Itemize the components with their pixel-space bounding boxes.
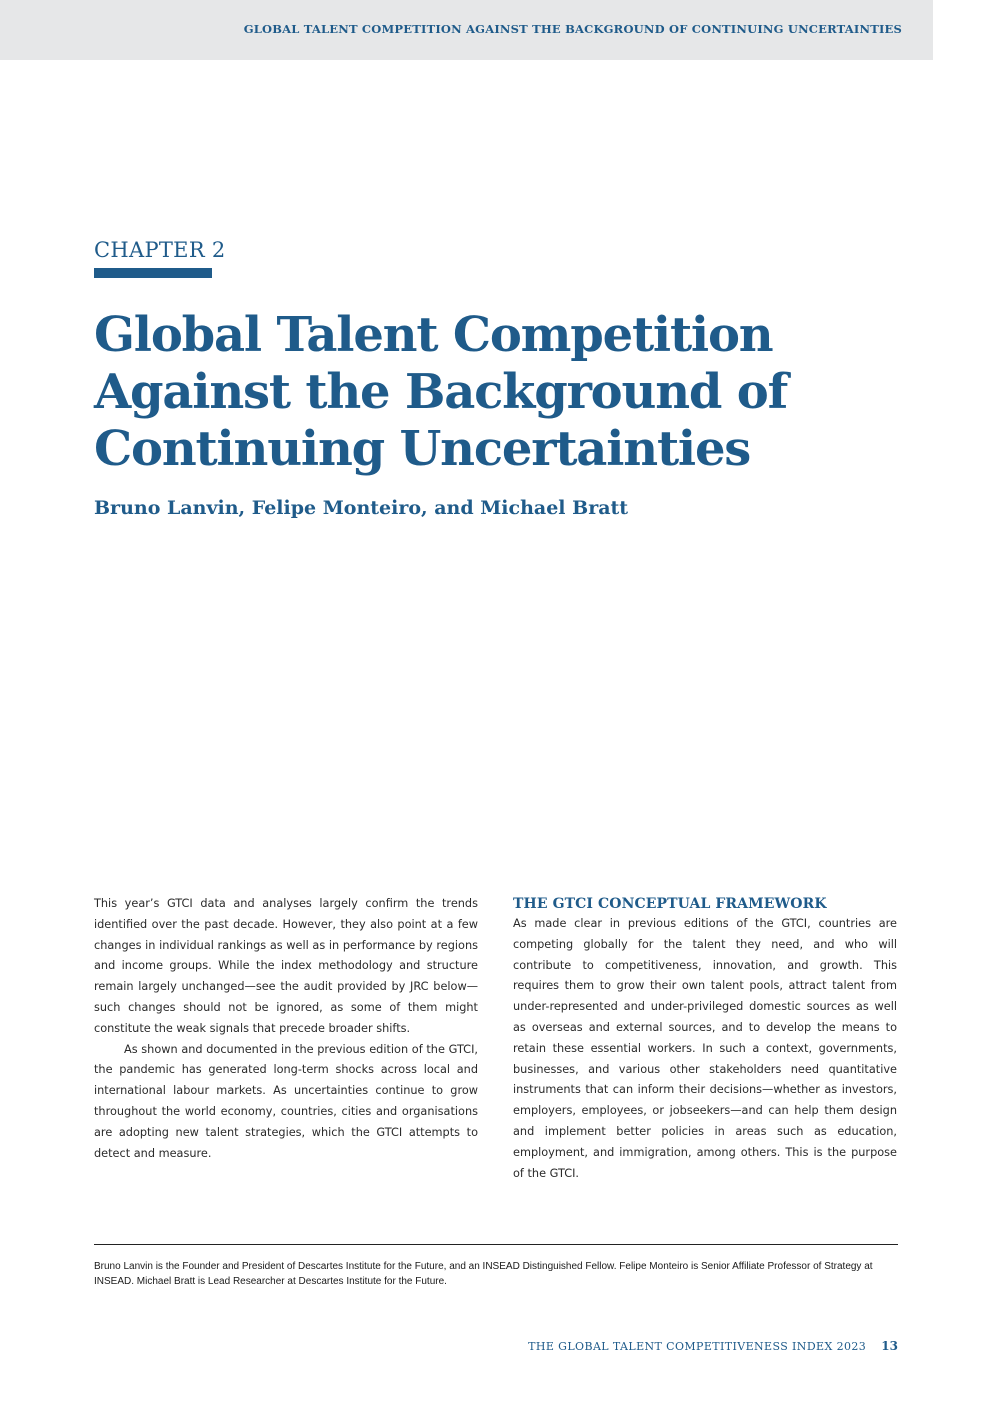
chapter-title-line: Global Talent Competition xyxy=(94,307,773,363)
body-paragraph: As made clear in previous editions of the GTCI, countries are competing globally for the talent they need, and who will contribute to competitiveness, innovation, and growth. This requires them to grow their own talent pools, attract talent from under-represented and under-privileged domestic sources as well as overseas and external sources, and to develop the means to retain these essential workers. In such a context, governments, businesses, and various other stakeholders need quantitative instruments that can inform their decisions—whether as investors, employers, employees, or jobseekers—and can help them design and implement better policies in areas such as education, employment, and immigration, among others. This is the purpose of the GTCI. xyxy=(513,917,897,1180)
author-footnote: Bruno Lanvin is the Founder and President of Descartes Institute for the Future, and an INSEAD Distinguished Fellow. Felipe Monteiro is Senior Affiliate Professor of Strategy at INSEAD. Michael Bratt is Lead Researcher at Descartes Institute for the Future. xyxy=(94,1261,873,1287)
chapter-title-line: Continuing Uncertainties xyxy=(94,421,751,477)
body-paragraph: This year’s GTCI data and analyses largely confirm the trends identified over the past decade. However, they also point at a few changes in individual rankings as well as in performance by regions and income groups. While the index methodology and structure remain largely unchanged—see the audit provided by JRC below—such changes should not be ignored, as some of them might constitute the weak signals that precede broader shifts. xyxy=(94,897,478,1035)
body-paragraph: As shown and documented in the previous edition of the GTCI, the pandemic has generated long-term shocks across local and international labour markets. As uncertainties continue to grow throughout the world economy, countries, cities and organisations are adopting new talent strategies, which the GTCI attempts to detect and measure. xyxy=(94,1042,478,1160)
footnote-divider xyxy=(94,1244,898,1245)
body-column-left xyxy=(94,894,478,1164)
page-footer xyxy=(528,1335,898,1354)
footer-publication-title: THE GLOBAL TALENT COMPETITIVENESS INDEX 2023 xyxy=(528,1340,867,1353)
chapter-underline-bar xyxy=(94,268,212,278)
running-head-bar xyxy=(0,0,933,60)
chapter-authors: Bruno Lanvin, Felipe Monteiro, and Michael Bratt xyxy=(94,497,629,519)
body-column-right xyxy=(513,894,897,1184)
chapter-title-line: Against the Background of xyxy=(94,364,788,420)
section-heading: THE GTCI CONCEPTUAL FRAMEWORK xyxy=(513,896,827,912)
chapter-title xyxy=(94,307,914,478)
chapter-label: CHAPTER 2 xyxy=(94,238,226,262)
running-head-title: GLOBAL TALENT COMPETITION AGAINST THE BACKGROUND OF CONTINUING UNCERTAINTIES xyxy=(243,22,902,36)
page-number: 13 xyxy=(881,1339,898,1353)
